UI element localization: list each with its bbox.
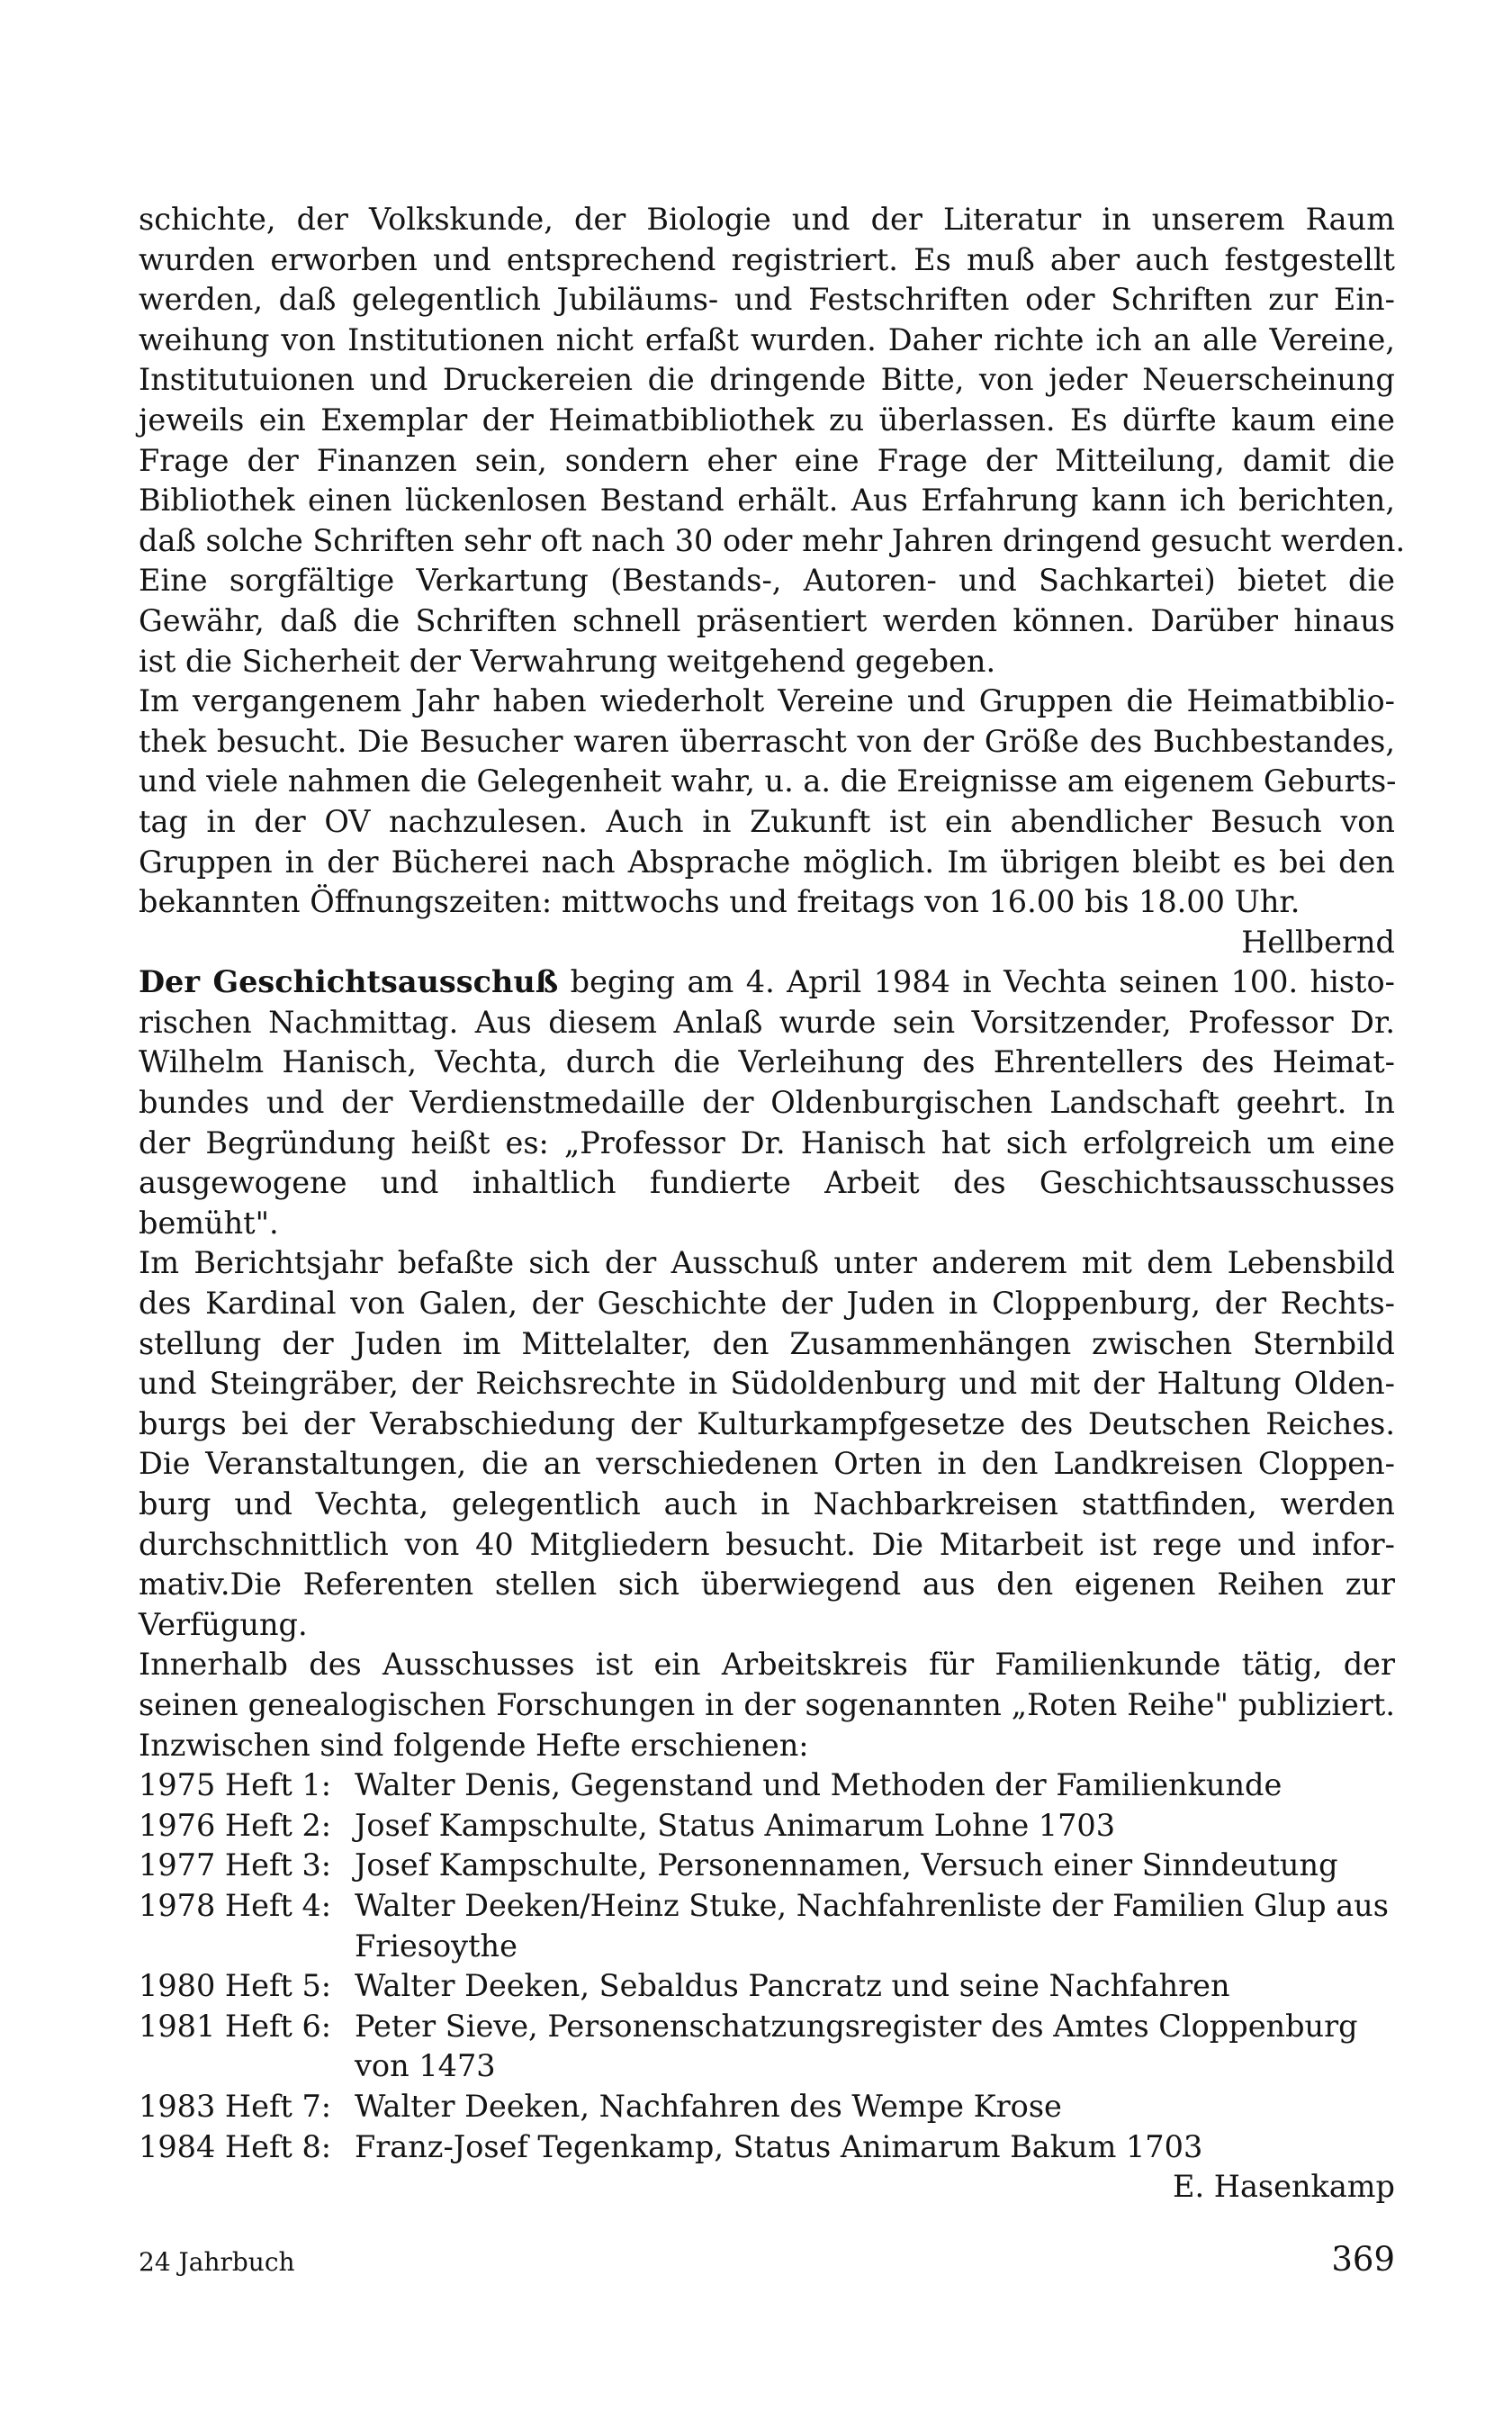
text-line: Gruppen in der Bücherei nach Absprache möglich. Im übrigen bleibt es bei den (139, 844, 1395, 880)
list-intro: Inzwischen sind folgende Hefte erschienen: (139, 1727, 809, 1763)
text-line: bundes und der Verdienstmedaille der Oldenburgischen Landschaft geehrt. In (139, 1085, 1395, 1121)
paragraph-family-studies (139, 1645, 1395, 1725)
list-item-year: 1975 Heft 1: (139, 1767, 332, 1803)
text-line: Innerhalb des Ausschusses ist ein Arbeitskreis für Familienkunde tätig, der (139, 1647, 1395, 1683)
booklet-list (139, 1726, 1395, 2168)
signature-hellbernd: Hellbernd (1241, 924, 1395, 960)
footer-signature-mark: 24 Jahrbuch (139, 2247, 295, 2277)
text-line: Verfügung. (139, 1606, 308, 1642)
page-number: 369 (1331, 2240, 1395, 2279)
signature-hasenkamp: E. Hasenkamp (1172, 2169, 1395, 2205)
list-item-text: Walter Denis, Gegenstand und Methoden der Familienkunde (355, 1767, 1282, 1803)
list-item-year: 1981 Heft 6: (139, 2008, 332, 2044)
text-line: des Kardinal von Galen, der Geschichte der Juden in Cloppenburg, der Rechts- (139, 1286, 1395, 1322)
text-line: Die Veranstaltungen, die an verschiedenen Orten in den Landkreisen Cloppen- (139, 1446, 1395, 1482)
text-line: Institutuionen und Druckereien die dringende Bitte, von jeder Neuerscheinung (139, 362, 1395, 398)
paragraph-topics (139, 1243, 1395, 1645)
text-line: bemüht". (139, 1205, 279, 1241)
page-footer (139, 2240, 1395, 2279)
text-line: werden, daß gelegentlich Jubiläums- und Festschriften oder Schriften zur Ein- (139, 282, 1395, 318)
text-line-rest: beging am 4. April 1984 in Vechta seinen 100. histo- (558, 964, 1396, 1000)
text-line: burgs bei der Verabschiedung der Kulturkampfgesetze des Deutschen Reiches. (139, 1405, 1395, 1441)
text-line: ausgewogene und inhaltlich fundierte Arbeit des Geschichtsausschusses (139, 1165, 1395, 1201)
text-line: der Begründung heißt es: „Professor Dr. Hanisch hat sich erfolgreich um eine (139, 1124, 1395, 1160)
text-line: durchschnittlich von 40 Mitgliedern besucht. Die Mitarbeit ist rege und infor- (139, 1526, 1395, 1562)
list-item-text: Walter Deeken, Nachfahren des Wempe Krose (355, 2088, 1062, 2124)
list-item-year: 1984 Heft 8: (139, 2128, 332, 2164)
list-item-text: Walter Deeken/Heinz Stuke, Nachfahrenliste der Familien Glup aus Friesoythe (355, 1887, 1389, 1964)
text-line (139, 962, 1395, 1003)
list-item-text: Peter Sieve, Personenschatzungsregister des Amtes Cloppenburg von 1473 (355, 2008, 1358, 2084)
list-item-year: 1977 Heft 3: (139, 1847, 332, 1883)
text-line: wurden erworben und entsprechend registriert. Es muß aber auch festgestellt (139, 241, 1395, 277)
text-line: Im vergangenem Jahr haben wiederholt Vereine und Gruppen die Heimatbiblio- (139, 683, 1395, 719)
list-item-text: Walter Deeken, Sebaldus Pancratz und seine Nachfahren (355, 1968, 1230, 2004)
section-lead-bold: Der Geschichtsausschuß (139, 964, 559, 1000)
text-line: seinen genealogischen Forschungen in der sogenannten „Roten Reihe" publiziert. (139, 1686, 1395, 1722)
page-content (139, 200, 1406, 2208)
list-item-text: Josef Kampschulte, Personennamen, Versuch einer Sinndeutung (355, 1847, 1338, 1883)
text-line: thek besucht. Die Besucher waren überrascht von der Größe des Buchbestandes, (139, 723, 1395, 759)
list-item (139, 2087, 1395, 2127)
text-line: stellung der Juden im Mittelalter, den Zusammenhängen zwischen Sternbild (139, 1325, 1395, 1361)
list-item (139, 1765, 1395, 1806)
text-line: tag in der OV nachzulesen. Auch in Zukunft ist ein abendlicher Besuch von (139, 803, 1395, 839)
list-item-year: 1976 Heft 2: (139, 1807, 332, 1843)
text-line: daß solche Schriften sehr oft nach 30 oder mehr Jahren dringend gesucht werden. (139, 522, 1406, 558)
text-line: ist die Sicherheit der Verwahrung weitgehend gegeben. (139, 643, 996, 679)
text-line: burg und Vechta, gelegentlich auch in Nachbarkreisen stattfinden, werden (139, 1486, 1395, 1522)
list-item-year: 1983 Heft 7: (139, 2088, 332, 2124)
list-item-text: Josef Kampschulte, Status Animarum Lohne 1703 (355, 1807, 1116, 1843)
text-line: Wilhelm Hanisch, Vechta, durch die Verleihung des Ehrentellers des Heimat- (139, 1044, 1395, 1080)
list-item (139, 1806, 1395, 1847)
text-line: und viele nahmen die Gelegenheit wahr, u. a. die Ereignisse am eigenem Geburts- (139, 763, 1397, 799)
list-item (139, 1846, 1395, 1886)
text-line: Frage der Finanzen sein, sondern eher eine Frage der Mitteilung, damit die (139, 442, 1395, 478)
text-line: jeweils ein Exemplar der Heimatbibliothek zu überlassen. Es dürfte kaum eine (139, 402, 1395, 438)
text-line: mativ.Die Referenten stellen sich überwiegend aus den eigenen Reihen zur (139, 1567, 1395, 1603)
text-line: Im Berichtsjahr befaßte sich der Ausschuß unter anderem mit dem Lebensbild (139, 1245, 1395, 1281)
paragraph-history-committee (139, 962, 1395, 1243)
text-line: weihung von Institutionen nicht erfaßt wurden. Daher richte ich an alle Vereine, (139, 321, 1395, 357)
paragraph-visits (139, 682, 1395, 923)
paragraph-library (139, 200, 1406, 682)
text-line: bekannten Öffnungszeiten: mittwochs und freitags von 16.00 bis 18.00 Uhr. (139, 884, 1300, 920)
list-item (139, 1966, 1395, 2007)
text-line: Gewähr, daß die Schriften schnell präsentiert werden können. Darüber hinaus (139, 602, 1395, 638)
list-item (139, 1886, 1395, 1966)
text-line: Bibliothek einen lückenlosen Bestand erhält. Aus Erfahrung kann ich berichten, (139, 483, 1395, 519)
text-line: rischen Nachmittag. Aus diesem Anlaß wurde sein Vorsitzender, Professor Dr. (139, 1004, 1395, 1040)
list-item-year: 1980 Heft 5: (139, 1968, 332, 2004)
list-item-year: 1978 Heft 4: (139, 1887, 332, 1923)
text-line: und Steingräber, der Reichsrechte in Südoldenburg und mit der Haltung Olden- (139, 1366, 1395, 1402)
list-item-text: Franz-Josef Tegenkamp, Status Animarum Bakum 1703 (355, 2128, 1203, 2164)
text-line: schichte, der Volkskunde, der Biologie und der Literatur in unserem Raum (139, 202, 1395, 237)
text-line: Eine sorgfältige Verkartung (Bestands-, Autoren- und Sachkartei) bietet die (139, 563, 1395, 599)
list-item (139, 2007, 1395, 2087)
list-item (139, 2127, 1395, 2168)
